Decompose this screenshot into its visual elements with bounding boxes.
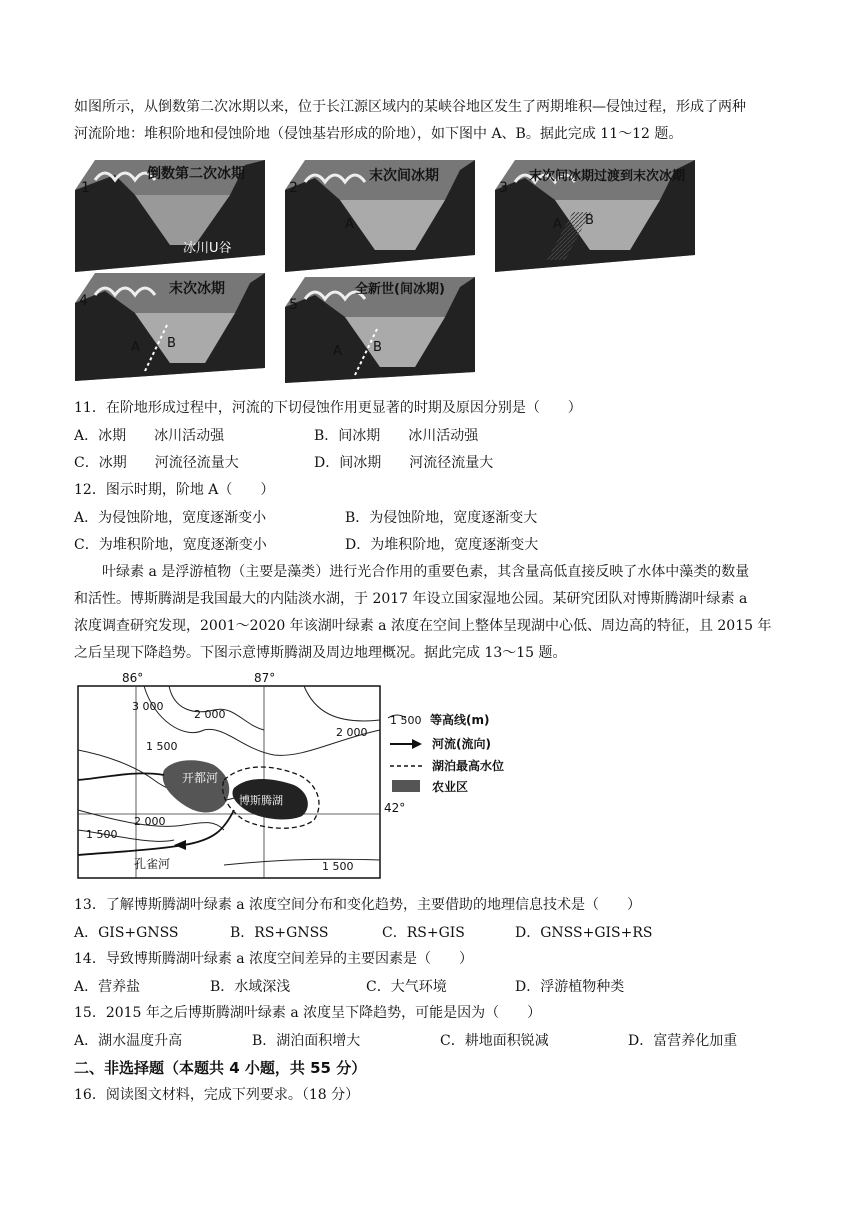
panel-2-terrace-a: A <box>345 217 354 232</box>
panel-5-number: 5 <box>289 297 298 313</box>
panel-4-terrace-b: B <box>167 336 176 351</box>
lat-42-label: 42° <box>384 801 406 815</box>
panel-3 <box>495 160 695 272</box>
q15-option-b[interactable]: B．湖泊面积增大 <box>252 1033 361 1049</box>
terrace-figure <box>70 155 710 385</box>
q14-option-c[interactable]: C．大气环境 <box>366 979 447 995</box>
contour-label-1500-upper: 1 500 <box>146 740 178 753</box>
q14-stem: 14．导致博斯腾湖叶绿素 a 浓度空间差异的主要因素是（ ） <box>74 951 474 967</box>
panel-5 <box>285 277 475 383</box>
q13-stem: 13．了解博斯腾湖叶绿素 a 浓度空间分布和变化趋势，主要借助的地理信息技术是（ ） <box>74 897 642 913</box>
intro1-line1: 如图所示，从倒数第二次冰期以来，位于长江源区域内的某峡谷地区发生了两期堆积—侵蚀过程，形成了两种 <box>74 99 746 115</box>
q12-option-c[interactable]: C．为堆积阶地，宽度逐渐变小 <box>74 537 267 553</box>
panel-2-title: 末次间冰期 <box>369 168 439 184</box>
q12-stem: 12．图示时期，阶地 A（ ） <box>74 482 275 498</box>
panel-1-number: 1 <box>81 180 90 196</box>
panel-3-terrace-b: B <box>585 213 594 228</box>
bosten-lake-map <box>74 670 554 885</box>
lon-86-label: 86° <box>122 671 144 685</box>
q15-option-c[interactable]: C．耕地面积锐减 <box>440 1033 549 1049</box>
q11-option-b[interactable]: B．间冰期 冰川活动强 <box>314 428 479 444</box>
q13-option-c[interactable]: C．RS+GIS <box>382 925 465 941</box>
panel-1 <box>75 160 265 272</box>
q15-option-a[interactable]: A．湖水温度升高 <box>74 1033 183 1049</box>
contour-label-2000-upper: 2 000 <box>194 708 226 721</box>
panel-4-number: 4 <box>79 293 88 309</box>
legend-farm-label: 农业区 <box>432 780 469 794</box>
q16-stem: 16．阅读图文材料，完成下列要求。（18 分） <box>74 1087 360 1103</box>
q15-stem: 15．2015 年之后博斯腾湖叶绿素 a 浓度呈下降趋势，可能是因为（ ） <box>74 1005 542 1021</box>
q13-option-b[interactable]: B．RS+GNSS <box>230 925 329 941</box>
q12-option-b[interactable]: B．为侵蚀阶地，宽度逐渐变大 <box>345 510 538 526</box>
contour-label-1500-lower: 1 500 <box>322 860 354 873</box>
q14-option-a[interactable]: A．营养盐 <box>74 979 141 995</box>
panel-3-terrace-a: A <box>553 217 562 232</box>
q11-option-c[interactable]: C．冰期 河流径流量大 <box>74 455 239 471</box>
contour-label-3000: 3 000 <box>132 700 164 713</box>
map-legend <box>388 712 504 794</box>
q11-option-d[interactable]: D．间冰期 河流径流量大 <box>314 455 494 471</box>
contour-label-1500-left: 1 500 <box>86 828 118 841</box>
panel-5-terrace-a: A <box>333 344 342 359</box>
lon-87-label: 87° <box>254 671 276 685</box>
panel-1-label: 冰川U谷 <box>183 241 232 256</box>
panel-5-title: 全新世(间冰期) <box>355 282 445 297</box>
map-frame <box>78 686 380 878</box>
bosten-lake-label: 博斯腾湖 <box>239 794 283 807</box>
intro2-line2: 和活性。博斯腾湖是我国最大的内陆淡水湖，于 2017 年设立国家湿地公园。某研究团队对博斯腾湖叶绿素 a <box>74 591 748 607</box>
contour-label-2000-left: 2 000 <box>134 815 166 828</box>
panel-3-number: 3 <box>499 180 508 196</box>
panel-3-title: 末次间冰期过渡到末次冰期 <box>529 169 686 184</box>
panel-5-terrace-b: B <box>373 340 382 355</box>
q12-option-d[interactable]: D．为堆积阶地，宽度逐渐变大 <box>345 537 539 553</box>
intro2-line3: 浓度调查研究发现，2001～2020 年该湖叶绿素 a 浓度在空间上整体呈现湖中心低、周边高的特征，且 2015 年 <box>74 618 772 634</box>
kaidu-river-label: 开都河 <box>182 771 219 785</box>
q13-option-d[interactable]: D．GNSS+GIS+RS <box>515 925 653 941</box>
panel-2 <box>285 160 475 272</box>
panel-1-title: 倒数第二次冰期 <box>147 166 245 182</box>
intro2-line1: 叶绿素 a 是浮游植物（主要是藻类）进行光合作用的重要色素，其含量高低直接反映了水体中藻类的数量 <box>102 564 750 580</box>
legend-river-arrow <box>412 739 422 749</box>
contour-label-2000-right: 2 000 <box>336 726 368 739</box>
q12-option-a[interactable]: A．为侵蚀阶地，宽度逐渐变小 <box>74 510 267 526</box>
legend-river-label: 河流(流向) <box>432 737 491 751</box>
legend-contour-label: 等高线(m) <box>430 713 490 727</box>
q15-option-d[interactable]: D．富营养化加重 <box>628 1033 738 1049</box>
panel-4-terrace-a: A <box>131 340 140 355</box>
panel-4-title: 末次冰期 <box>169 281 225 297</box>
q11-stem: 11．在阶地形成过程中，河流的下切侵蚀作用更显著的时期及原因分别是（ ） <box>74 400 582 416</box>
q14-option-b[interactable]: B．水域深浅 <box>210 979 291 995</box>
q11-option-a[interactable]: A．冰期 冰川活动强 <box>74 428 225 444</box>
section2-title: 二、非选择题（本题共 4 小题，共 55 分） <box>74 1059 367 1077</box>
q14-option-d[interactable]: D．浮游植物种类 <box>515 979 625 995</box>
intro2-line4: 之后呈现下降趋势。下图示意博斯腾湖及周边地理概况。据此完成 13～15 题。 <box>74 645 567 661</box>
panel-4 <box>75 273 265 381</box>
panel-2-number: 2 <box>289 180 298 196</box>
legend-highwater-label: 湖泊最高水位 <box>432 759 505 773</box>
legend-farm-swatch <box>392 780 420 792</box>
q13-option-a[interactable]: A．GIS+GNSS <box>74 925 179 941</box>
legend-contour-value: 1 500 <box>390 714 422 727</box>
intro1-line2: 河流阶地：堆积阶地和侵蚀阶地（侵蚀基岩形成的阶地），如下图中 A、B。据此完成 11～12 题。 <box>74 126 683 142</box>
kongque-river-label: 孔雀河 <box>134 857 171 871</box>
